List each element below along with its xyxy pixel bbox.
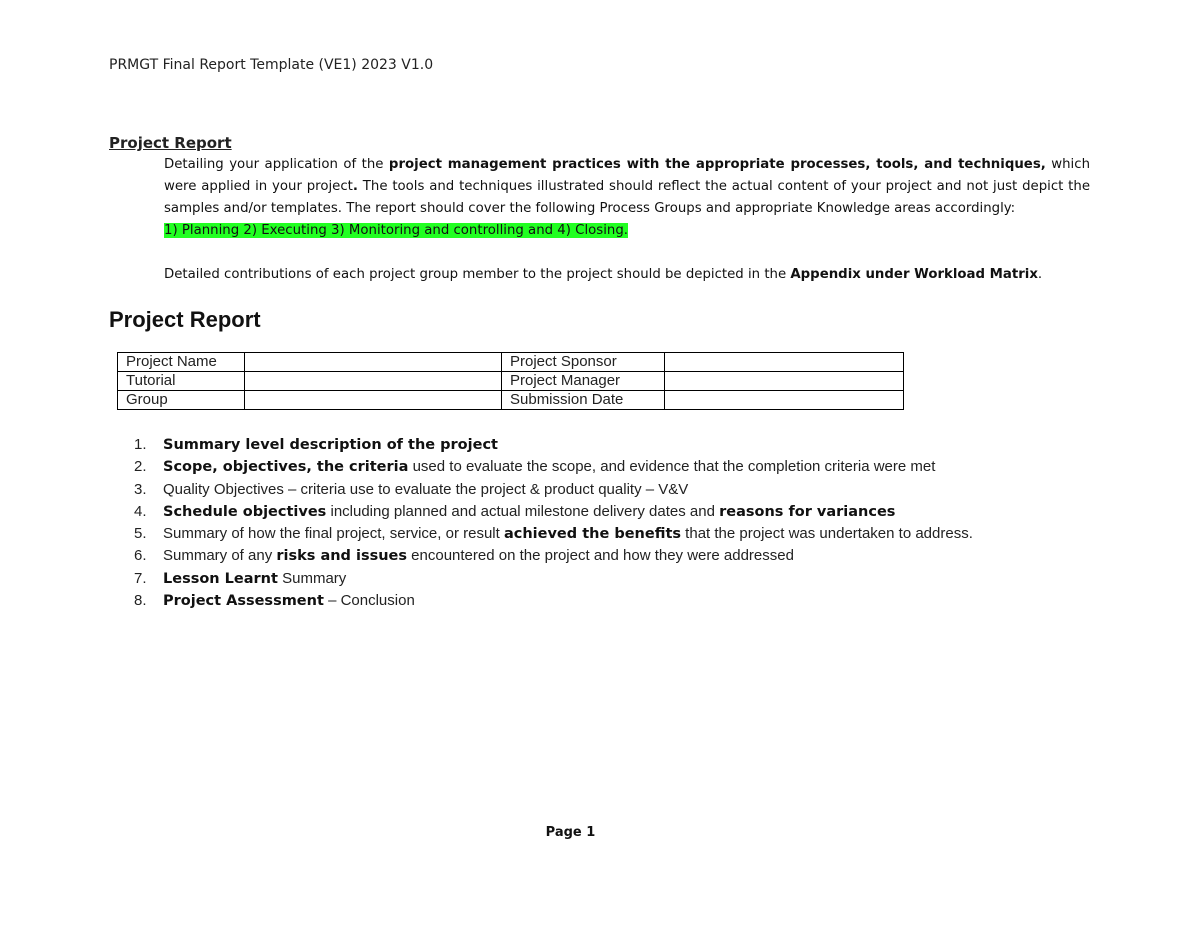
table-row [118,372,904,391]
list-item-text: including planned and actual milestone delivery dates and [326,502,720,520]
list-item [134,545,973,567]
list-item-bold: achieved the benefits [503,526,682,543]
intro-paragraph [164,154,1090,220]
table-value-cell[interactable] [665,353,904,372]
list-item [134,590,973,612]
list-item [134,568,973,590]
table-label: Group [118,391,245,410]
contrib-text-c: . [1037,267,1043,282]
table-value-cell[interactable] [665,372,904,391]
list-item-bold: Schedule objectives [163,503,327,520]
intro-text-e: The tools and techniques illustrated should reflect the actual content of your project and not just depict the samples and/or templates. The report should cover the following Process Groups and appropriate Knowledge areas accordingly: [164,179,1090,216]
section-title: Project Report [109,307,261,332]
intro-body [164,154,1090,286]
list-item-bold: Scope, objectives, the criteria [163,459,409,476]
list-item [134,434,973,456]
list-item-bold: Project Assessment [163,593,324,610]
list-item [134,456,973,478]
contrib-text-b: Appendix under Workload Matrix [790,267,1038,282]
table-row [118,391,904,410]
list-item-number: 3. [134,480,147,498]
phases-highlight: 1) Planning 2) Executing 3) Monitoring and controlling and 4) Closing. [164,223,629,238]
intro-title: Project Report [109,134,232,152]
table-label: Project Manager [502,372,665,391]
contributions-paragraph [164,264,1090,286]
table-label: Submission Date [502,391,665,410]
list-item-text: that the project was undertaken to address. [681,525,973,543]
list-item-text: – Conclusion [323,592,415,610]
project-info-table [117,352,904,410]
intro-text-a: Detailing your application of the [164,157,389,172]
list-item-number: 7. [134,569,147,587]
list-item-text: encountered on the project and how they were addressed [407,547,794,565]
intro-text-d: . [352,179,358,194]
table-value-cell[interactable] [245,372,502,391]
list-item [134,479,973,501]
list-item-text: Summary of how the final project, service, or result [163,525,504,543]
list-item [134,501,973,523]
list-item-text: Summary [277,569,347,587]
table-label: Tutorial [118,372,245,391]
list-item-number: 8. [134,592,147,610]
contrib-text-a: Detailed contributions of each project group member to the project should be depicted in the [164,267,791,282]
list-item-bold: risks and issues [276,548,408,565]
list-item-number: 4. [134,502,147,520]
table-value-cell[interactable] [245,353,502,372]
list-item-bold: Summary level description of the project [163,437,498,453]
list-item-number: 6. [134,547,147,565]
phases-line [164,220,1090,242]
intro-text-c: which were applied in your project [164,157,1090,194]
list-item-number: 2. [134,458,147,476]
page-number: Page 1 [545,825,596,840]
list-item-number: 5. [134,525,147,543]
report-items-list [134,434,973,612]
table-value-cell[interactable] [665,391,904,410]
table-row [118,353,904,372]
intro-text-b: project management practices with the appropriate processes, tools, and techniques, [388,157,1046,172]
list-item [134,523,973,545]
list-item-number: 1. [134,436,147,453]
list-item-text: used to evaluate the scope, and evidence that the completion criteria were met [408,458,936,476]
list-item-bold: reasons for variances [719,503,896,520]
table-label: Project Sponsor [502,353,665,372]
document-header: PRMGT Final Report Template (VE1) 2023 V1.0 [109,57,434,73]
list-item-text: Quality Objectives – criteria use to evaluate the project & product quality – V&V [163,480,689,498]
table-value-cell[interactable] [245,391,502,410]
table-label: Project Name [118,353,245,372]
list-item-text: Summary of any [163,547,277,565]
list-item-bold: Lesson Learnt [163,570,278,587]
